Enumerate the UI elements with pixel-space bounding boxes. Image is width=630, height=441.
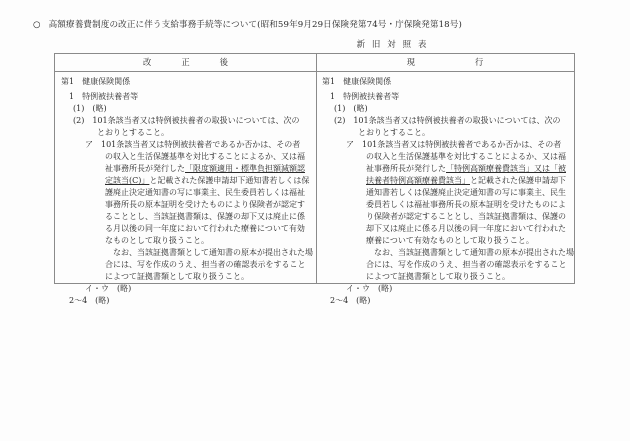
column-header-revised: 改正後 (55, 54, 316, 72)
comparison-table-caption: 新旧対照表 (356, 39, 434, 49)
subitem-2-line: とおりとすること。 (358, 128, 430, 137)
clause-a-line: によつて証拠書類として取り扱うこと。 (105, 272, 249, 281)
column-header-current: 現行 (316, 54, 574, 72)
text-segment: と記載された保護申請却下通知書若しくは保 (149, 176, 310, 185)
circle-bullet-icon: ○ (33, 20, 41, 30)
clause-b: イ・ウ (略) (346, 284, 393, 293)
text-segment: と記載された保護申請却下 (470, 176, 566, 185)
clause-a-line: の収入と生活保護基準を対比することによるか、又は福 (366, 152, 566, 161)
text-segment: 祉事務所長が発行した (366, 164, 446, 173)
amended-text: 「特例高額療養費該当」又は「被 (446, 164, 566, 173)
clause-a-line: り保険者が認定することとし、当該証拠書類は、保護の (366, 212, 566, 221)
clause-a-line: 委員若しくは福祉事務所長の原本証明を受けたものによ (366, 200, 566, 209)
clause-a-line: 合には、写を作成のうえ、担当者の確認表示をすること (366, 260, 567, 269)
clause-a-line: ア 101条該当者又は特例被扶養者であるか否かは、その者 (346, 140, 562, 149)
clause-a-line (61, 163, 310, 175)
clause-a-line: なお、当該証拠書類として通知書の原本が提出された場 (374, 248, 574, 257)
clause-b: イ・ウ (略) (85, 284, 132, 293)
clause-a-line: 護廃止決定通知書の写に事業主、民生委員若しくは福祉 (105, 188, 305, 197)
item-heading: 1 特例被扶養者等 (330, 92, 400, 101)
amended-text: 定該当(C)」 (105, 176, 150, 185)
subitem-2-line: とおりとすること。 (97, 128, 169, 137)
clause-a-line: の収入と生活保護基準を対比することによるか、又は福 (105, 152, 305, 161)
section-heading: 第1 健康保険関係 (322, 77, 392, 86)
clause-a-line (322, 175, 568, 187)
text-segment: 祉事務所長が発行した (105, 164, 185, 173)
subitem-1: (1) (略) (73, 104, 107, 113)
subitem-2-line: (2) 101条該当者又は特例被扶養者の取扱いについては、次の (73, 116, 300, 125)
clause-a-line (61, 175, 310, 187)
clause-a-line: ア 101条該当者又は特例被扶養者であるか否かは、その者 (85, 140, 301, 149)
clause-a-line (322, 163, 568, 175)
title-text: 高額療養費制度の改正に伴う支給事務手続等について(昭和59年9月29日保険発第74号・庁保険発第18号) (48, 20, 462, 30)
clause-a-line: 療養について有効なものとして取り扱うこと。 (366, 236, 534, 245)
section-heading: 第1 健康保険関係 (61, 77, 131, 86)
clause-a-line: 通知書若しくは保護廃止決定通知書の写に事業主、民生 (366, 188, 566, 197)
subitem-2-line: (2) 101条該当者又は特例被扶養者の取扱いについては、次の (334, 116, 561, 125)
clause-a-line: る月以後の同一年度において行われた療養について有効 (105, 224, 305, 233)
revised-text (55, 72, 316, 307)
items-2-4: 2〜4 (略) (69, 296, 110, 305)
clause-a-line: なお、当該証拠書類として通知書の原本が提出された場 (113, 248, 313, 257)
clause-a-line: なものとして取り扱うこと。 (105, 236, 209, 245)
document-title (33, 18, 462, 30)
subitem-1: (1) (略) (334, 104, 368, 113)
items-2-4: 2〜4 (略) (330, 296, 371, 305)
amended-text: 扶養者特例高額療養費該当」 (366, 176, 470, 185)
comparison-table (54, 53, 575, 305)
item-heading: 1 特例被扶養者等 (69, 92, 139, 101)
clause-a-line: 合には、写を作成のうえ、担当者の確認表示をすること (105, 260, 306, 269)
clause-a-line: 却下又は廃止に係る月以後の同一年度において行われた (366, 224, 566, 233)
current-text (316, 72, 574, 307)
column-revised (55, 54, 317, 305)
column-current (316, 54, 574, 305)
clause-a-line: 事務所長の原本証明を受けたものにより保険者が認定す (105, 200, 305, 209)
clause-a-line: によつて証拠書類として取り扱うこと。 (366, 272, 510, 281)
clause-a-line: ることとし、当該証拠書類は、保護の却下又は廃止に係 (105, 212, 305, 221)
amended-text: 「限度額適用・標準負担額減額認 (185, 164, 305, 173)
